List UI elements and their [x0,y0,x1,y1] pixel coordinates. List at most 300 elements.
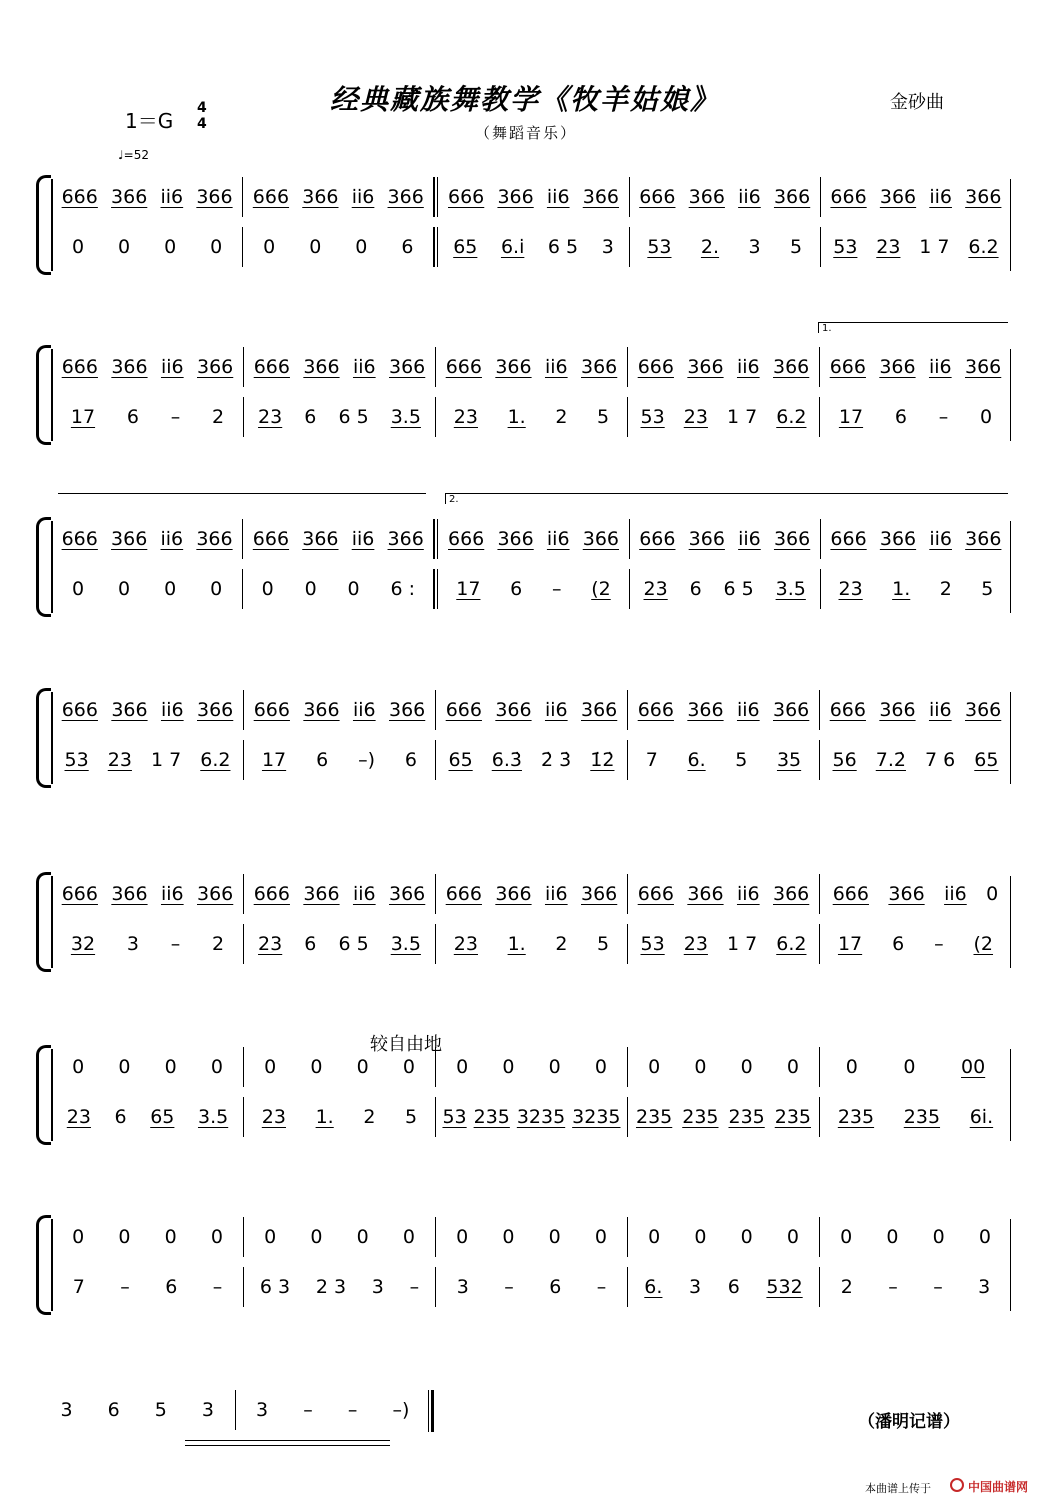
note: 366 [389,699,426,721]
note: 7 [645,749,658,771]
note: 0 [694,1056,707,1078]
upper-staff [52,1047,1011,1087]
note: 1̇2̇ [590,749,615,771]
note: 6. [687,749,706,771]
measure [243,227,434,267]
measure [52,397,244,437]
note: 3235 [572,1106,621,1128]
note: i̇i̇6 [738,186,761,208]
note: 235 [837,1106,875,1128]
note: 0 [594,1226,607,1248]
note: 53 [442,1106,467,1128]
note: i̇i̇6 [544,699,568,721]
note: i̇i̇6 [160,356,184,378]
note: 666 [252,186,290,208]
measure [820,874,1011,914]
lower-staff [52,569,1011,609]
note: – [551,578,562,600]
note: 366 [879,356,916,378]
note: i̇i̇6 [929,186,952,208]
measure [52,1097,244,1137]
note: 6 [304,406,317,428]
note: 366 [879,186,917,208]
note: 2 [939,578,952,600]
note: 0 [210,578,223,600]
note: 0 [840,1226,853,1248]
note: 0 [264,1226,277,1248]
measure [244,740,436,780]
note: 235 [635,1106,673,1128]
note: 0 [310,1226,323,1248]
note: 3235 [516,1106,566,1128]
upper-staff [52,690,1011,730]
note: i̇i̇6 [160,699,184,721]
measure [244,1097,436,1137]
measure [244,874,436,914]
note: 366 [688,186,725,208]
note: 6 : [390,578,415,600]
measure [628,690,820,730]
note: 0 [548,1056,561,1078]
measure [630,569,821,609]
note: 0 [456,1226,469,1248]
score-system [36,175,1011,275]
measure [628,397,820,437]
note: 6 [894,406,907,428]
note: 666 [639,528,676,550]
note: 366 [773,356,810,378]
measure [821,177,1011,217]
measure [243,177,434,217]
note: 366 [965,186,1002,208]
page-title: 经典藏族舞教学《牧羊姑娘》 [330,83,721,116]
site-logo-icon [950,1478,964,1492]
note: 3 [201,1399,214,1421]
note: 23 [453,406,478,428]
note: 0 [786,1226,799,1248]
note: 23 [683,933,708,955]
note: 366 [687,699,724,721]
note: 6 5 [338,406,369,428]
note: i̇i̇6 [736,356,760,378]
note: 1. [315,1106,334,1128]
note: 666 [445,699,482,721]
upload-note: 本曲谱上传于 [865,1482,931,1495]
measure [40,1390,236,1430]
note: 366 [879,699,916,721]
site-name: 中国曲谱网 [968,1480,1029,1494]
note: 65 [974,749,999,771]
measure [436,740,628,780]
upper-staff [52,347,1011,387]
measure [821,227,1011,267]
note: 6.2 [200,749,231,771]
tempo-marking: ♩=52 [118,148,149,162]
note: 3 [256,1399,269,1421]
note: 0 [648,1056,661,1078]
note: 6 [510,578,523,600]
note: 666 [61,186,98,208]
note: 366 [111,699,148,721]
note: 366 [303,699,340,721]
note: 366 [497,186,534,208]
note: – [596,1276,607,1298]
note: i̇i̇6 [546,186,570,208]
note: 0 [456,1056,469,1078]
note: 366 [773,883,810,905]
note: 3 [601,236,614,258]
final-line-row [40,1390,430,1430]
note: 366 [111,528,148,550]
note: 23 [643,578,668,600]
note: 0 [72,1226,85,1248]
note: 0 [932,1226,945,1248]
note: 0 [986,883,999,905]
note: 6 [689,578,702,600]
note: – [938,406,949,428]
note: 666 [253,356,290,378]
note: 366 [389,883,426,905]
note: – [933,1276,943,1298]
note: 366 [111,356,148,378]
note: 666 [61,356,98,378]
measure [244,1047,436,1087]
note: i̇i̇6 [928,699,952,721]
note: 366 [581,356,618,378]
note: 666 [445,356,482,378]
note: 366 [495,699,532,721]
note: 1 7 [726,406,758,428]
note: 3 [456,1276,469,1298]
final-line [40,1390,430,1440]
note: 0 [347,578,360,600]
note: 0 [355,236,368,258]
lower-staff [52,397,1011,437]
note: 366 [581,883,618,905]
system-brace [36,688,51,788]
measure [52,1217,244,1257]
note: 17 [838,406,864,428]
measure [820,347,1011,387]
measure [628,1267,820,1307]
measure [821,569,1011,609]
note: 366 [687,883,724,905]
note: 2 3 [315,1276,347,1298]
note: – [120,1276,130,1298]
note: 23 [107,749,132,771]
note: i̇i̇6 [738,528,761,550]
note: i̇i̇6 [351,186,375,208]
note: 6 [107,1399,120,1421]
note: 32 [70,933,96,955]
score-system [36,872,1011,972]
note: 2. [700,236,720,258]
note: 53 [833,236,858,258]
note: 666 [832,883,869,905]
note: 0 [356,1056,369,1078]
upper-staff [52,1217,1011,1257]
note: 1. [507,406,526,428]
system-brace [36,872,51,972]
note: 0 [402,1056,415,1078]
note: 2 [363,1106,376,1128]
note: 666 [61,883,98,905]
time-signature-numerator: 4 [197,100,207,116]
note: 366 [688,528,725,550]
note: 6 [165,1276,178,1298]
note: 56 [832,749,857,771]
note: 366 [302,528,339,550]
measure [820,1097,1011,1137]
note: 366 [965,356,1002,378]
note: 666 [61,528,98,550]
measure [244,1267,436,1307]
note: 0 [845,1056,858,1078]
note: 0 [978,1226,991,1248]
final-barline [428,1390,434,1432]
note: 235 [473,1106,510,1128]
note: – [170,406,181,428]
note: i̇i̇6 [736,883,760,905]
note: 23 [66,1106,91,1128]
note: 366 [196,528,233,550]
measure [52,347,244,387]
lower-staff [52,924,1011,964]
composer: 金砂曲 [890,92,944,113]
note: 0 [261,578,274,600]
note: 366 [965,528,1002,550]
note: 366 [888,883,925,905]
note: i̇i̇6 [944,883,967,905]
note: 366 [387,186,424,208]
note: 23 [838,578,863,600]
note: 235 [774,1106,811,1128]
note: 5 [597,406,610,428]
expression-marking: 较自由地 [370,1034,442,1055]
note: 666 [61,699,98,721]
note: 23 [453,933,478,955]
measure [52,227,243,267]
note: 1 7 [726,933,758,955]
note: 0 [786,1056,799,1078]
note: 6 [727,1276,740,1298]
note: 6i̇. [969,1106,994,1128]
upper-staff [52,519,1011,559]
note: 666 [637,699,674,721]
note: 3 [978,1276,991,1298]
note: 366 [582,186,620,208]
note: 17 [456,578,481,600]
measure [628,1097,820,1137]
note: i̇i̇6 [352,883,376,905]
note: i̇i̇6 [544,883,568,905]
transcriber-credit: （潘明记谱） [858,1412,960,1432]
note: 0 [71,236,85,258]
note: 0 [164,1056,177,1078]
measure [820,1267,1011,1307]
note: 366 [497,528,534,550]
measure [820,1047,1011,1087]
note: 666 [637,356,674,378]
note: 666 [253,883,290,905]
note: – [347,1399,358,1421]
note: 366 [495,883,532,905]
note: 00 [961,1056,986,1078]
measure [436,924,628,964]
note: 2 [555,406,568,428]
note: 2 [840,1276,853,1298]
volta-first-ending [818,322,1008,333]
note: – [504,1276,514,1298]
upper-staff [52,177,1011,217]
note: 366 [879,528,917,550]
measure [52,1267,244,1307]
note: 6 [404,749,418,771]
note: – [888,1276,898,1298]
measure [821,519,1011,559]
note: 3 [371,1276,384,1298]
note: 6 5 [547,236,579,258]
measure [436,347,628,387]
note: 0 [356,1226,369,1248]
time-signature-denominator: 4 [197,116,207,132]
note: 666 [448,186,485,208]
measure [630,227,821,267]
note: 6.i̇ [500,236,525,258]
measure [436,397,628,437]
note: i̇i̇6 [736,699,760,721]
note: 6 [892,933,905,955]
note: 6 [114,1106,127,1128]
measure [52,924,244,964]
note: 6.3̇ [491,749,522,771]
note: 6 [401,236,414,258]
lower-staff [52,1267,1011,1307]
note: 1. [507,933,526,955]
note: 0 [648,1226,661,1248]
note: 366 [197,699,234,721]
note: 0 [72,1056,85,1078]
note: 0 [164,236,177,258]
note: 366 [302,186,339,208]
note: 6 3 [259,1276,291,1298]
note: 366 [387,528,424,550]
note: i̇i̇6 [160,883,184,905]
measure [244,347,436,387]
note: 235 [728,1106,765,1128]
note: 6 [316,749,329,771]
note: i̇i̇6 [546,528,570,550]
note: 0 [309,236,322,258]
note: 666 [637,883,674,905]
lower-staff [52,740,1011,780]
system-brace [36,345,51,445]
note: 23 [876,236,901,258]
note: 65 [448,749,473,771]
note: i̇i̇6 [544,356,568,378]
note: 6.2 [968,236,999,258]
note: 0 [164,1226,177,1248]
note: 2 [212,406,225,428]
score-system [36,688,1011,788]
note: 0 [903,1056,916,1078]
measure [436,1217,628,1257]
lower-staff [52,1097,1011,1137]
measure [52,519,243,559]
note: i̇i̇6 [928,356,952,378]
measure [628,924,820,964]
note: 366 [111,883,148,905]
measure [434,569,629,609]
note: 6.2 [776,933,807,955]
note: 3.5 [197,1106,229,1128]
measure [236,1390,431,1430]
note: 5 [154,1399,167,1421]
note: 235 [682,1106,719,1128]
note: 366 [773,699,810,721]
note: 0 [594,1056,607,1078]
volta-first-ending-line [58,493,426,494]
note: 366 [495,356,532,378]
note: 6 [549,1276,562,1298]
note: 0 [71,578,85,600]
score-system [36,1215,1011,1315]
note: 17 [70,406,96,428]
note: 3.5 [390,406,421,428]
measure [628,347,820,387]
note: 1 7 [150,749,182,771]
note: 366 [773,186,811,208]
note: 6 [126,406,139,428]
note: 65 [453,236,478,258]
note: 0 [210,236,223,258]
score-system [36,517,1011,617]
note: 53 [647,236,672,258]
measure [243,519,434,559]
note: – [303,1399,313,1421]
score-system [36,1045,1011,1145]
note: 0 [164,578,177,600]
note: –) [392,1399,410,1421]
measure [436,1047,628,1087]
measure [52,690,244,730]
measure [52,874,244,914]
note: 53 [640,933,665,955]
note: 35 [776,749,802,771]
measure [244,690,436,730]
measure [628,1047,820,1087]
note: 53 [640,406,665,428]
note: 1 7 [919,236,950,258]
note: 2 [555,933,568,955]
note: i̇i̇6 [351,528,375,550]
note: 0 [740,1056,753,1078]
note: 366 [196,186,233,208]
note: 7 6 [925,749,956,771]
measure [436,874,628,914]
note: 3 [126,933,139,955]
note: 366 [303,883,340,905]
measure [244,924,436,964]
measure [434,177,629,217]
note: 366 [303,356,340,378]
note: 366 [389,356,426,378]
note: 666 [448,528,485,550]
measure [820,690,1011,730]
note: 666 [830,528,867,550]
note: 5 [981,578,994,600]
note: 5 [790,236,803,258]
